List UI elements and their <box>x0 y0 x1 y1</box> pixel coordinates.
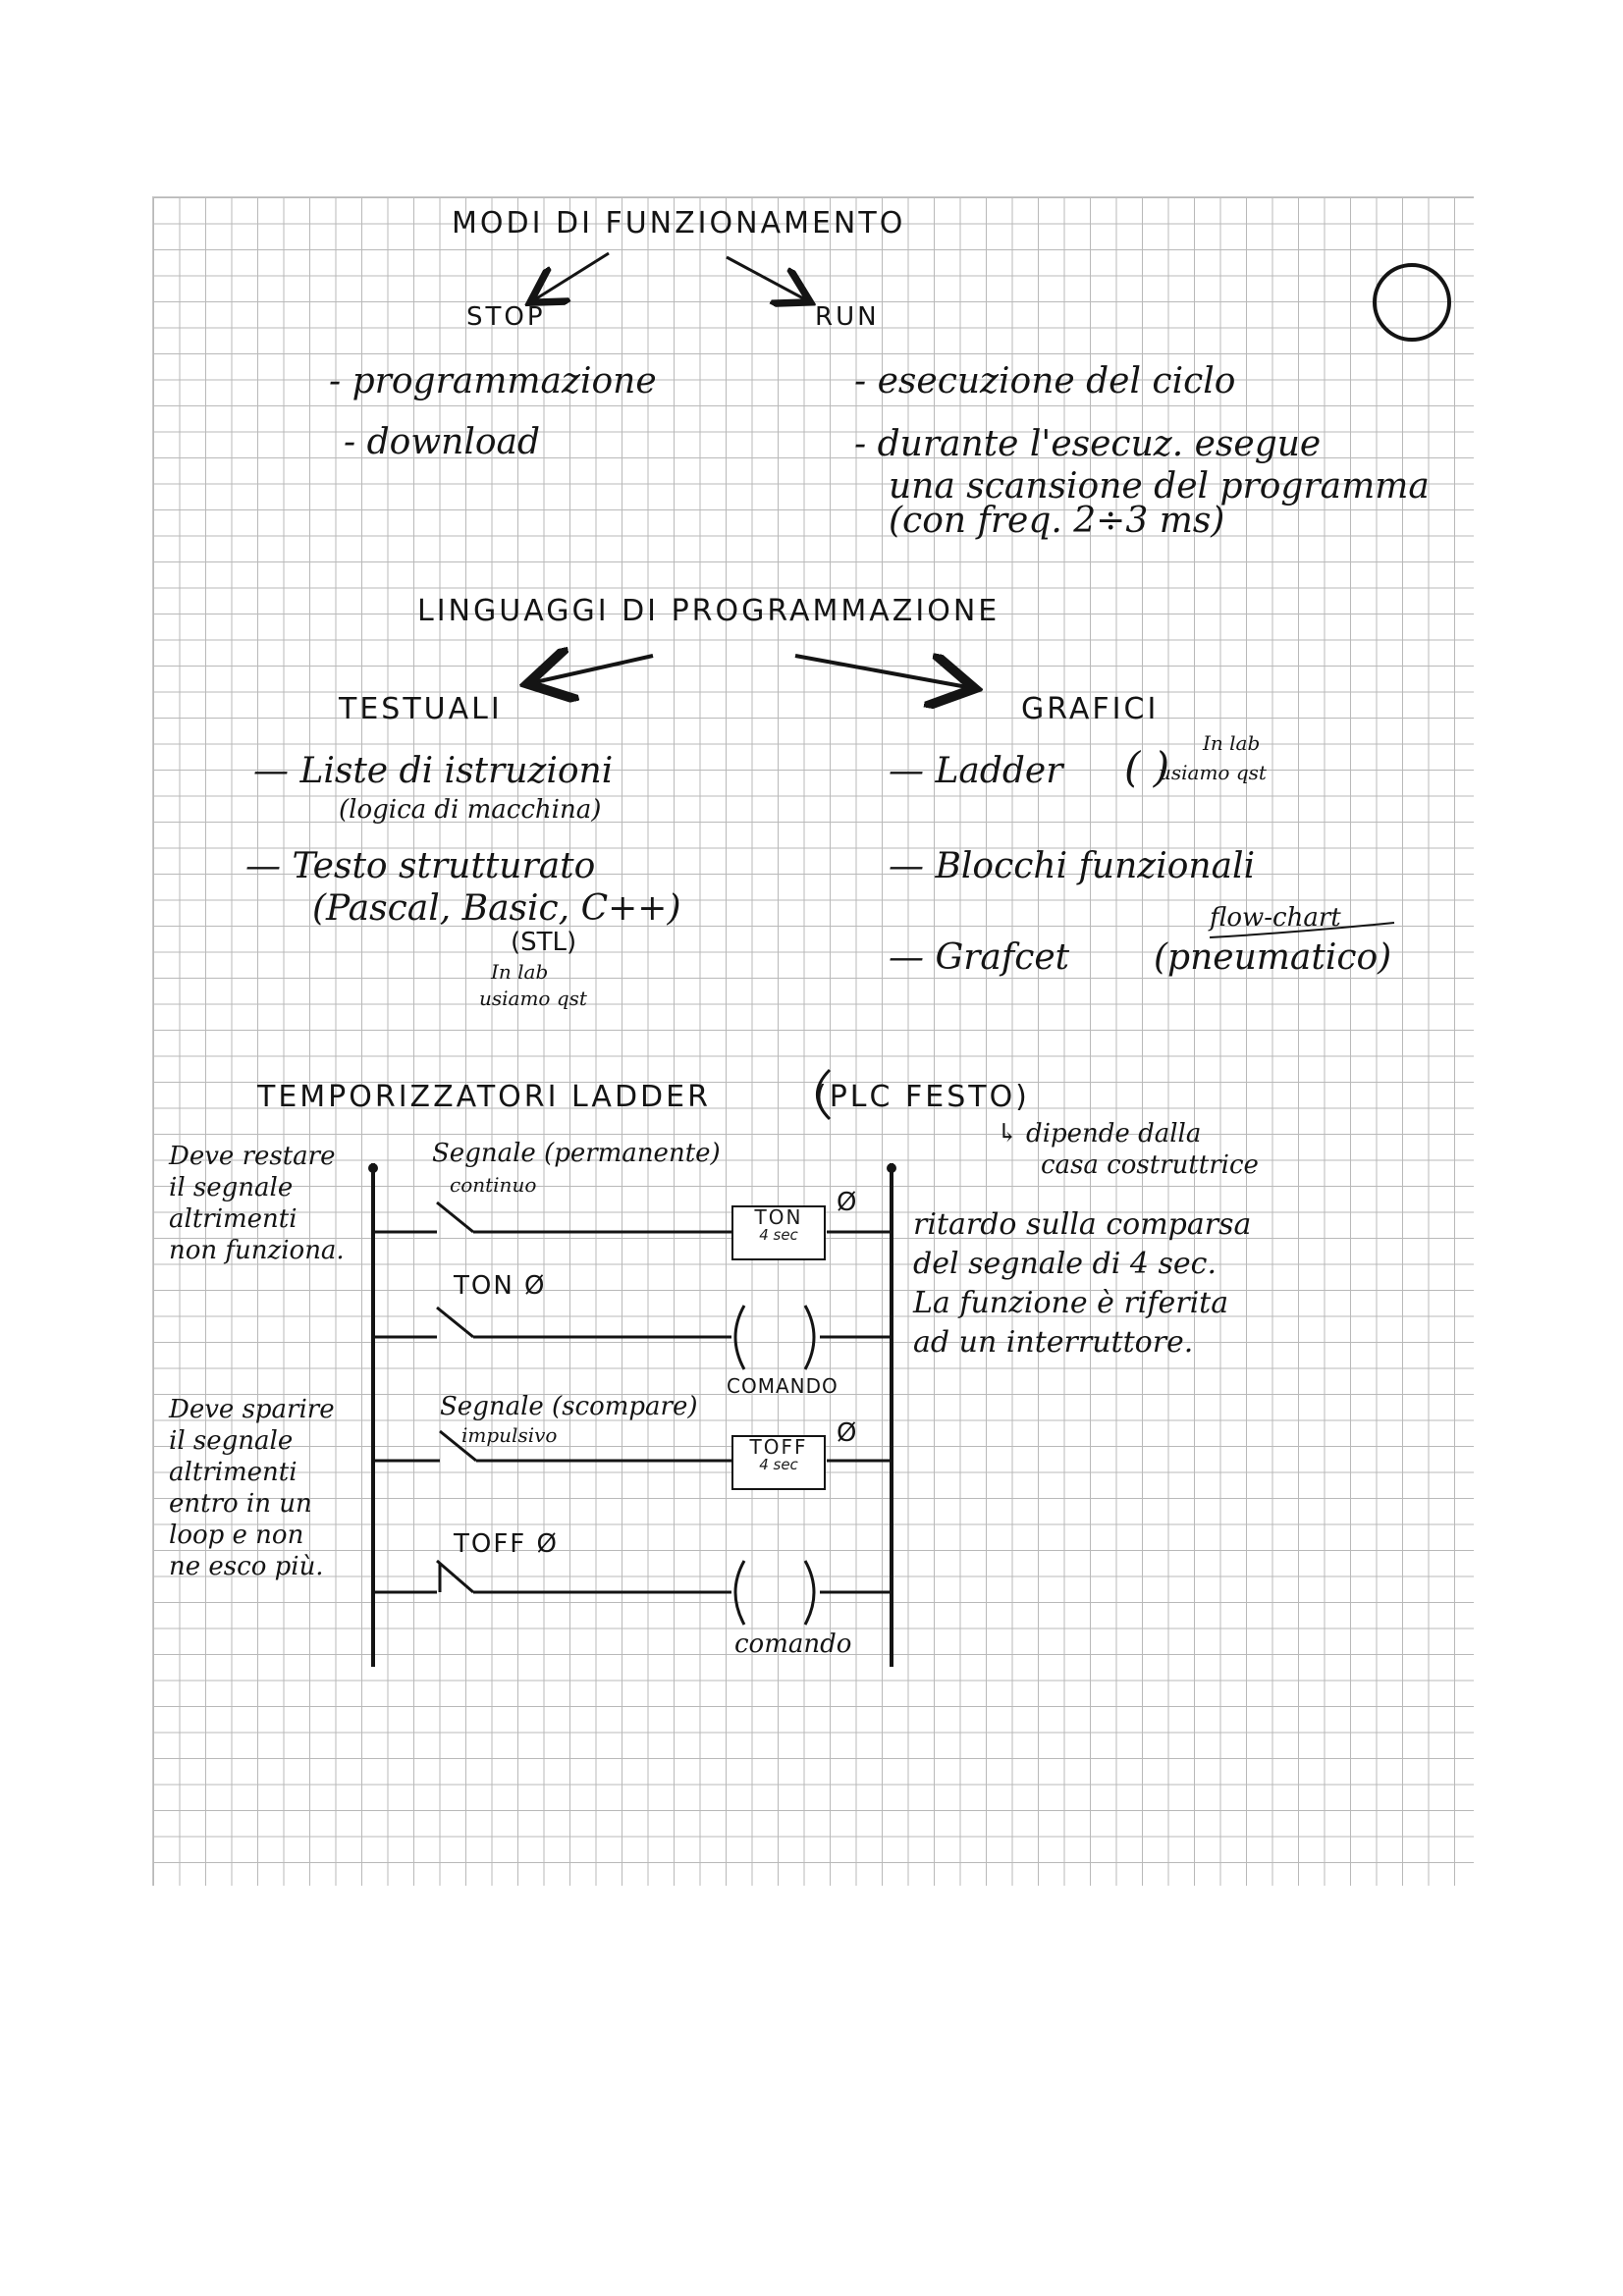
stop-item-1: - programmazione <box>329 361 657 401</box>
stop-label: STOP <box>466 302 546 332</box>
rung-4 <box>373 1561 892 1625</box>
rung-2 <box>373 1306 892 1369</box>
arrow-to-grafici <box>795 656 967 687</box>
section3-subtitle: (PLC FESTO) <box>815 1080 1030 1114</box>
testuali-note-2: usiamo qst <box>479 987 587 1010</box>
rung1-label: Segnale (permanente) <box>432 1139 721 1168</box>
coil-2-label: comando <box>734 1629 852 1659</box>
toff-phi: Ø <box>837 1418 857 1448</box>
grafici-item-3: — Grafcet <box>889 937 1070 978</box>
ton-contact-label: TON Ø <box>454 1271 547 1301</box>
testuali-item-2: — Testo strutturato <box>245 846 596 886</box>
grafici-label: GRAFICI <box>1021 692 1160 726</box>
section3-subnote-1: ↳ dipende dalla <box>997 1119 1202 1148</box>
testuali-item-1-sub: (logica di macchina) <box>339 795 602 825</box>
ton-timer-box: TON 4 sec <box>731 1205 826 1260</box>
section2-title: LINGUAGGI DI PROGRAMMAZIONE <box>417 594 1001 628</box>
grafici-item-2: — Blocchi funzionali <box>889 846 1256 886</box>
coil-1-label: COMANDO <box>727 1374 839 1398</box>
run-item-1: - esecuzione del ciclo <box>854 361 1236 401</box>
run-label: RUN <box>815 302 880 332</box>
grafici-item-1: — Ladder <box>889 751 1063 791</box>
arrow-to-testuali <box>535 656 653 682</box>
left-note-2: Deve sparire il segnale altrimenti entro in un loop e non ne esco più. <box>169 1395 335 1581</box>
run-item-4: (con freq. 2÷3 ms) <box>889 501 1225 541</box>
run-item-2: - durante l'esecuz. esegue <box>854 424 1322 464</box>
stop-item-2: - download <box>344 422 541 462</box>
grafcet-note: flow-chart <box>1210 903 1341 933</box>
arrow-to-stop <box>535 253 609 299</box>
toff-contact-label: TOFF Ø <box>454 1529 559 1559</box>
testuali-item-1: — Liste di istruzioni <box>253 751 614 791</box>
rung3-label: Segnale (scompare) <box>440 1392 698 1421</box>
testuali-label: TESTUALI <box>339 692 503 726</box>
section3-subnote-2: casa costruttrice <box>1041 1150 1259 1180</box>
stl-label: (STL) <box>511 928 577 957</box>
ladder-paren: ( ) <box>1124 743 1170 791</box>
ladder-note-1: In lab <box>1203 731 1261 755</box>
section3-title: TEMPORIZZATORI LADDER <box>257 1080 711 1114</box>
toff-timer-box: TOFF 4 sec <box>731 1435 826 1490</box>
ladder-note-2: usiamo qst <box>1159 761 1267 784</box>
right-note: ritardo sulla comparsa del segnale di 4 sec. La funzione è riferita ad un interruttore. <box>913 1207 1252 1360</box>
rung3-sub: impulsivo <box>461 1423 558 1447</box>
grafcet-paren: (pneumatico) <box>1154 937 1392 978</box>
ton-phi: Ø <box>837 1188 857 1217</box>
testuali-note-1: In lab <box>491 960 549 984</box>
testuali-item-2-sub: (Pascal, Basic, C++) <box>312 888 681 929</box>
arrow-to-run <box>727 257 805 299</box>
left-note-1: Deve restare il segnale altrimenti non funziona. <box>169 1142 345 1265</box>
section1-title: MODI DI FUNZIONAMENTO <box>452 206 906 240</box>
rung1-sub: continuo <box>450 1173 537 1197</box>
run-item-3: una scansione del programma <box>889 466 1430 507</box>
